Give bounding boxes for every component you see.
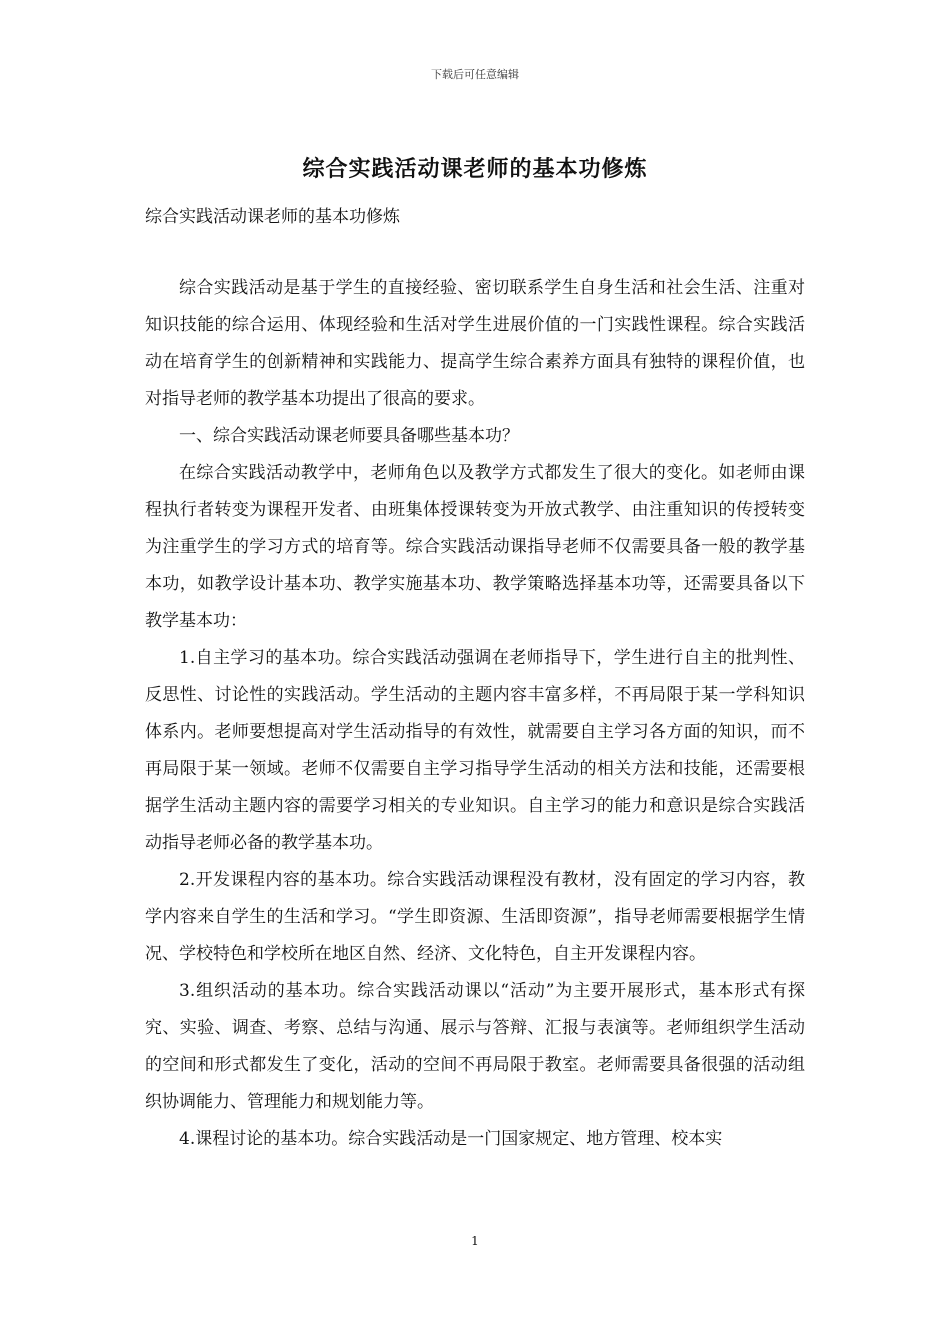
page-number: 1: [471, 1234, 479, 1248]
document-body: [145, 270, 805, 1158]
section-heading-1: 一、综合实践活动课老师要具备哪些基本功？: [179, 426, 519, 446]
paragraph-intro: 综合实践活动是基于学生的直接经验、密切联系学生自身生活和社会生活、注重对知识技能的综合运用、体现经验和生活对学生进展价值的一门实践性课程。综合实践活动在培育学生的创新精神和实践能力、提高学生综合素养方面具有独特的课程价值，也对指导老师的教学基本功提出了很高的要求。: [145, 278, 805, 409]
document-title: 综合实践活动课老师的基本功修炼: [302, 156, 648, 182]
paragraph-point-4: 4.课程讨论的基本功。综合实践活动是一门国家规定、地方管理、校本实: [179, 1129, 723, 1149]
paragraph-role-change: 在综合实践活动教学中，老师角色以及教学方式都发生了很大的变化。如老师由课程执行者转变为课程开发者、由班集体授课转变为开放式教学、由注重知识的传授转变为注重学生的学习方式的培育等。综合实践活动课指导老师不仅需要具备一般的教学基本功，如教学设计基本功、教学实施基本功、教学策略选择基本功等，还需要具备以下教学基本功：: [145, 463, 805, 631]
paragraph-point-1: 1.自主学习的基本功。综合实践活动强调在老师指导下，学生进行自主的批判性、反思性、讨论性的实践活动。学生活动的主题内容丰富多样，不再局限于某一学科知识体系内。老师要想提高对学生活动指导的有效性，就需要自主学习各方面的知识，而不再局限于某一领域。老师不仅需要自主学习指导学生活动的相关方法和技能，还需要根据学生活动主题内容的需要学习相关的专业知识。自主学习的能力和意识是综合实践活动指导老师必备的教学基本功。: [145, 648, 805, 853]
document-subtitle: 综合实践活动课老师的基本功修炼: [145, 207, 400, 227]
paragraph-point-3: 3.组织活动的基本功。综合实践活动课以“活动”为主要开展形式，基本形式有探究、实验、调查、考察、总结与沟通、展示与答辩、汇报与表演等。老师组织学生活动的空间和形式都发生了变化，活动的空间不再局限于教室。老师需要具备很强的活动组织协调能力、管理能力和规划能力等。: [145, 981, 805, 1112]
header-note: 下载后可任意编辑: [431, 68, 519, 81]
paragraph-point-2: 2.开发课程内容的基本功。综合实践活动课程没有教材，没有固定的学习内容，教学内容来自学生的生活和学习。“学生即资源、生活即资源”，指导老师需要根据学生情况、学校特色和学校所在地区自然、经济、文化特色，自主开发课程内容。: [145, 870, 805, 964]
